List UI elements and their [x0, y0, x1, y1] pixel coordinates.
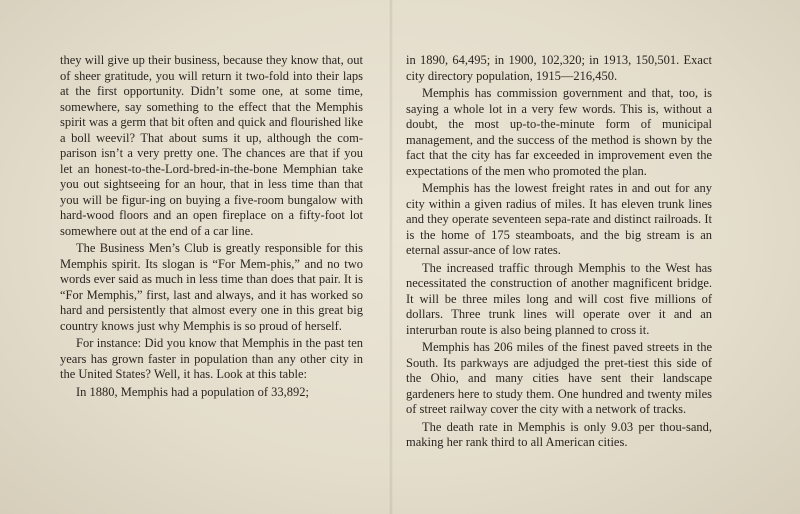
paragraph: Memphis has 206 miles of the finest paved streets in the South. Its parkways are adjudged the pret-tiest this side of the Ohio, and many cities have sent their landscape gardeners here to study them. One hundred and twenty miles of street railway cover the city with a network of tracks.	[406, 340, 712, 416]
paragraph: In 1880, Memphis had a population of 33,892;	[76, 384, 309, 399]
right-page-column	[406, 53, 712, 453]
paragraph: they will give up their business, because they know that, out of sheer gratitude, you will return it two-fold into their laps at the first opportunity. Didn’t some one, at some time, somewhere, say something to the effect that the Memphis spirit was a germ that bit often and quick and flourished like a boll weevil? That about sums it up, although the com-parison isn’t a very pretty one. The chances are that if you let an honest-to-the-Lord-bred-in-the-bone Memphian take you out sightseeing for an hour, that in less time than that you will be figur-ing on buying a five-room bungalow with hard-wood floors and an open fireplace on a fifty-foot lot somewhere out at the end of a car line.	[60, 53, 363, 238]
paragraph: in 1890, 64,495; in 1900, 102,320; in 1913, 150,501. Exact city directory population, 1915—216,450.	[406, 53, 712, 83]
left-page-column	[60, 53, 363, 402]
paragraph: The Business Men’s Club is greatly responsible for this Memphis spirit. Its slogan is “For Mem-phis,” and no two words ever said as much in less time than does that pair. It is “For Memphis,” first, last and always, and it has worked so hard and persistently that almost every one in this great big country knows just why Memphis is so proud of herself.	[60, 241, 363, 333]
paragraph: The death rate in Memphis is only 9.03 per thou-sand, making her rank third to all American cities.	[406, 419, 712, 449]
paragraph: Memphis has the lowest freight rates in and out for any city within a given radius of miles. It has eleven trunk lines and they operate seventeen sepa-rate and distinct railroads. It is the home of 175 steamboats, and the big stream is an eternal assur-ance of low rates.	[406, 181, 712, 257]
paragraph: For instance: Did you know that Memphis in the past ten years has grown faster in population than any other city in the United States? Well, it has. Look at this table:	[60, 336, 363, 381]
page-gutter	[389, 0, 393, 514]
paragraph: Memphis has commission government and that, too, is saying a whole lot in a very few words. This is, without a doubt, the most up-to-the-minute form of municipal management, and the success of the method is shown by the fact that the city has far exceeded in improvement even the expectations of the men who promoted the plan.	[406, 86, 712, 178]
paragraph: The increased traffic through Memphis to the West has necessitated the construction of another magnificent bridge. It will be three miles long and will cost five millions of dollars. Three trunk lines will operate over it and an interurban route is also being planned to cross it.	[406, 260, 712, 337]
